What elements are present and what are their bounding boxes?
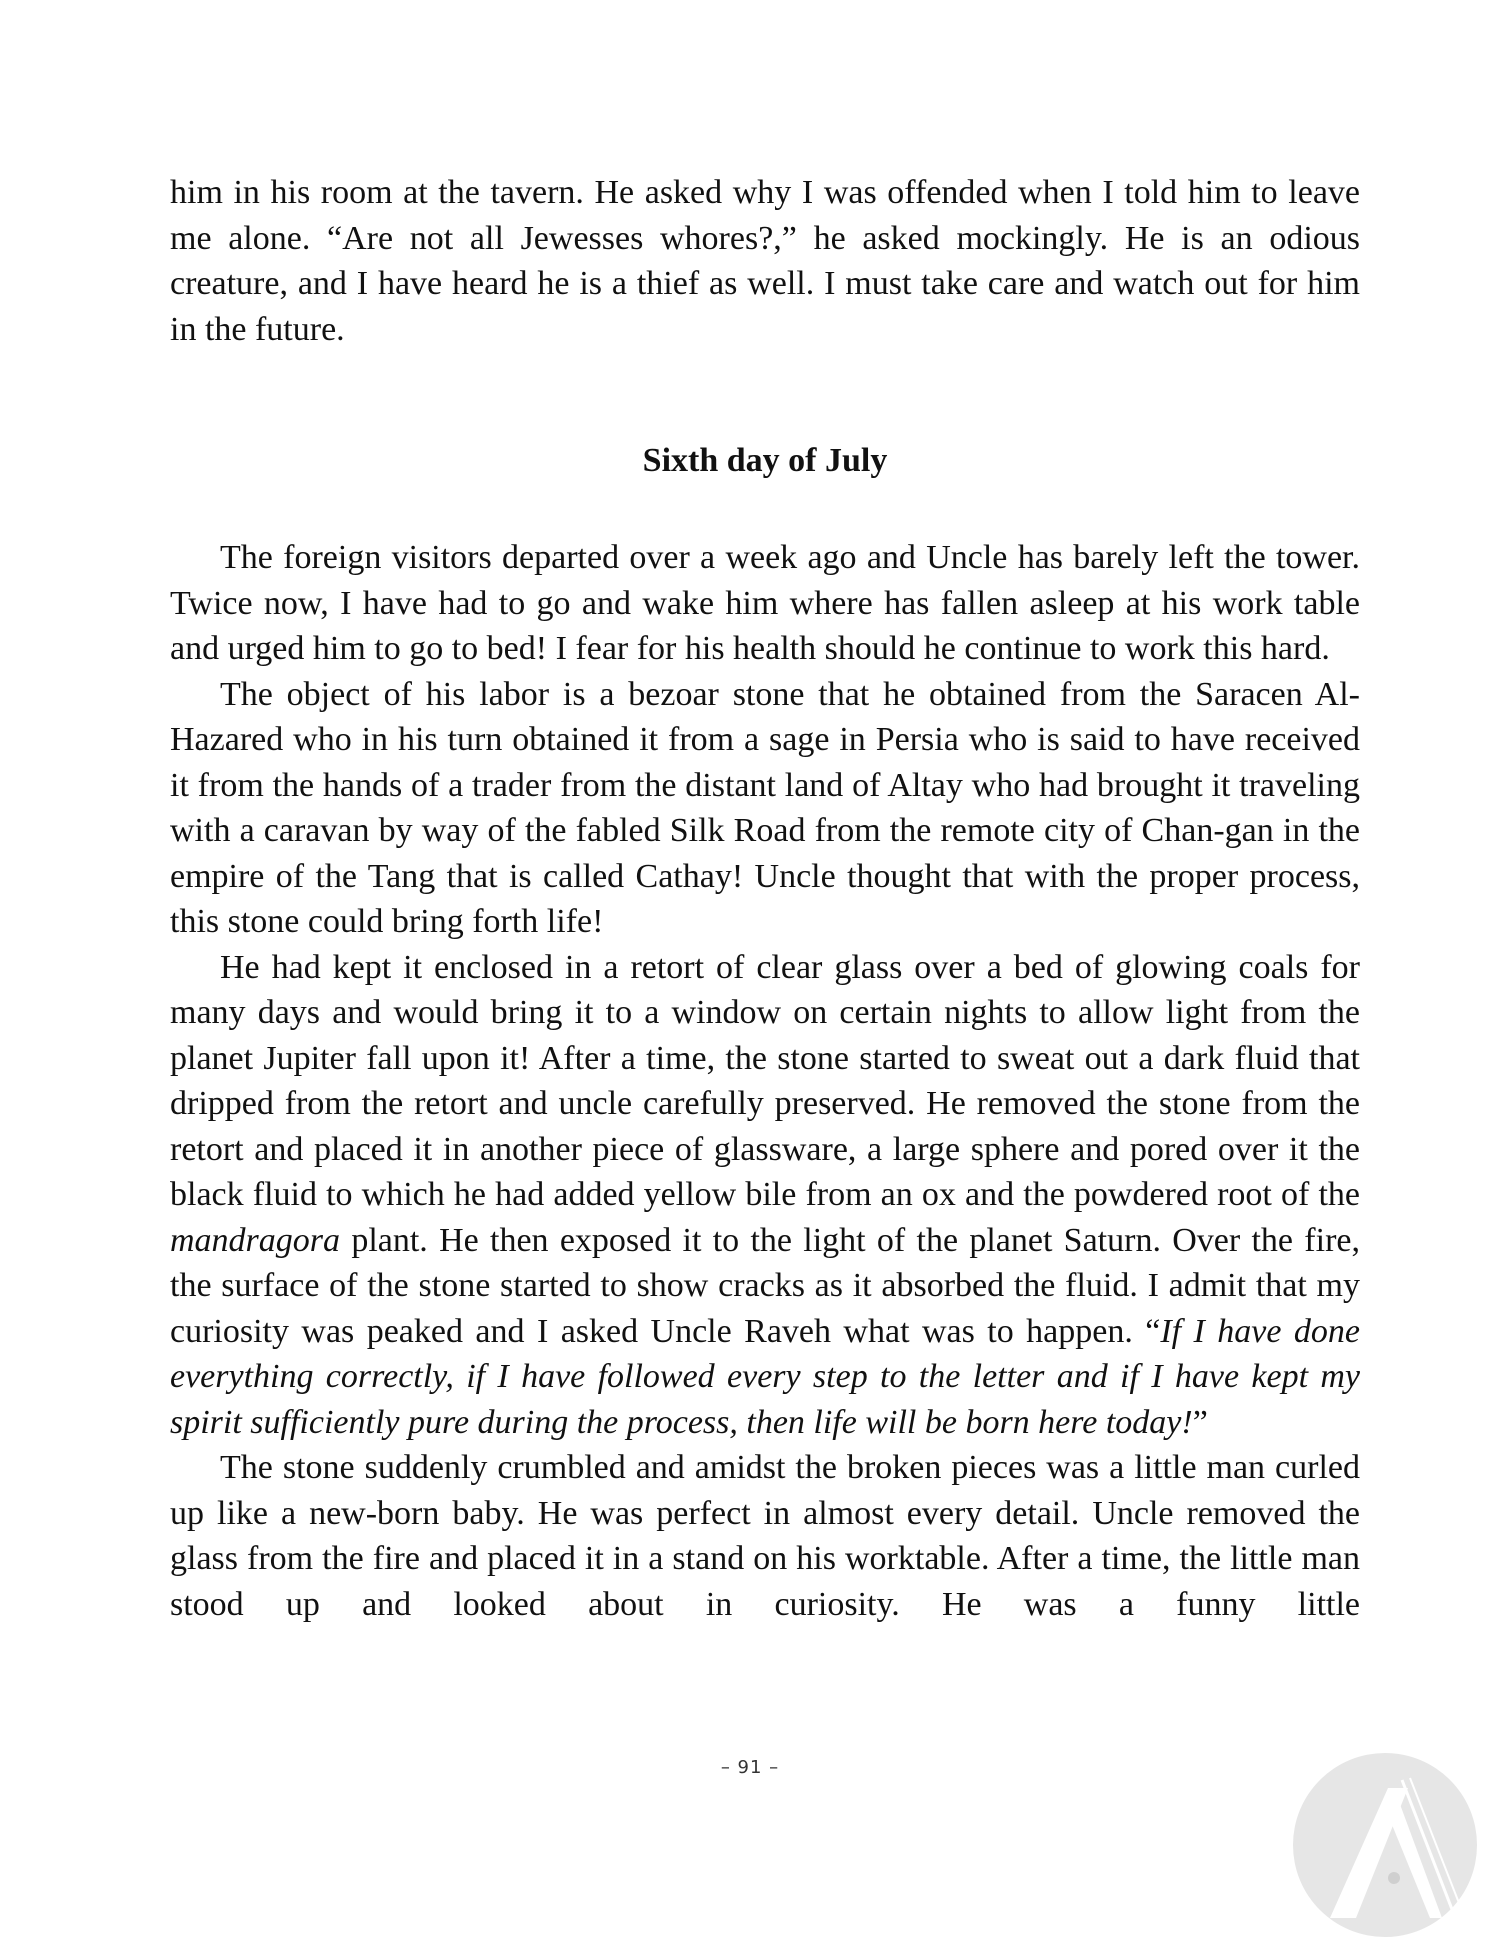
paragraph-continued: him in his room at the tavern. He asked why I was offended when I told him to leave me alone. “Are not all Jewesses whores?,” he asked mockingly. He is an odious creature, and I have heard he is a thief as well. I must take care and watch out for him in the future. <box>170 174 1360 348</box>
top-text-block <box>170 170 1360 352</box>
paragraph-3-part-b: plant. He then exposed it to the light of the planet Saturn. Over the fire, the surface of the stone started to show cracks as it absorbed the fluid. I admit that my curiosity was peaked and I asked Uncle Raveh what was to happen. “ <box>170 1221 1360 1350</box>
section-body <box>170 535 1360 1627</box>
closing-quote-mark: ” <box>1192 1403 1208 1441</box>
publisher-logo-icon <box>1290 1750 1480 1940</box>
paragraph-3 <box>170 945 1360 1446</box>
paragraph-2: The object of his labor is a bezoar stone that he obtained from the Saracen Al-Hazared who in his turn obtained it from a sage in Persia who is said to have received it from the hands of a trader from the distant land of Altay who had brought it traveling with a caravan by way of the fabled Silk Road from the remote city of Chan-gan in the empire of the Tang that is called Cathay! Uncle thought that with the proper process, this stone could bring forth life! <box>170 675 1360 940</box>
paragraph-4: The stone suddenly crumbled and amidst the broken pieces was a little man curled up like a new-born baby. He was perfect in almost every detail. Uncle removed the glass from the fire and placed it in a stand on his worktable. After a time, the little man stood up and looked about in curiosity. He was a funny little <box>170 1449 1360 1623</box>
paragraph-3-part-a: He had kept it enclosed in a retort of clear glass over a bed of glowing coals for many days and would bring it to a window on certain nights to allow light from the planet Jupiter fall upon it! After a time, the stone started to sweat out a dark fluid that dripped from the retort and uncle carefully preserved. He removed the stone from the retort and placed it in another piece of glassware, a large sphere and pored over it the black fluid to which he had added yellow bile from an ox and the powdered root of the <box>170 948 1360 1213</box>
italic-plant-name: mandragora <box>170 1221 341 1259</box>
italic-quote: If I have done everything correctly, if I have followed every step to the letter and if I have kept my spirit sufficiently pure during the process, then life will be born here today! <box>170 1312 1360 1441</box>
section-heading: Sixth day of July <box>642 442 888 479</box>
paragraph-1: The foreign visitors departed over a week ago and Uncle has barely left the tower. Twice now, I have had to go and wake him where has fallen asleep at his work table and urged him to go to bed! I fear for his health should he continue to work this hard. <box>170 539 1360 667</box>
page-number: – 91 – <box>720 1757 780 1778</box>
